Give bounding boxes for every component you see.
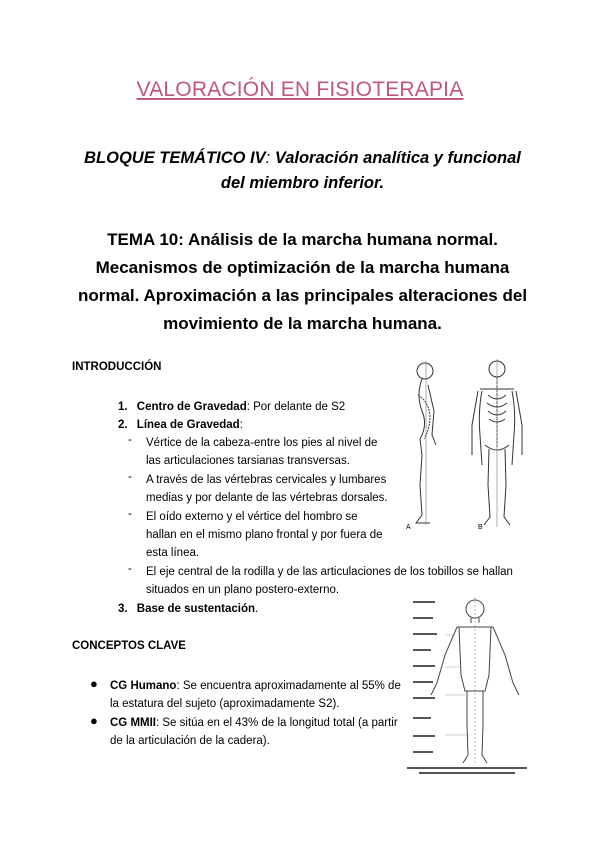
sub-item-line: hallan en el mismo plano frontal y por fuera de <box>146 529 383 541</box>
bloque-heading <box>80 146 525 196</box>
item-number: 2. <box>118 419 128 431</box>
bloque-colon: : <box>265 149 275 167</box>
list-item <box>118 398 345 416</box>
item-number: 1. <box>118 401 128 413</box>
dash-marker: - <box>128 563 132 575</box>
sub-item <box>146 471 388 507</box>
figure-label-b: B <box>478 524 483 531</box>
bullet-marker: ● <box>90 713 98 728</box>
sub-item-line: El oído externo y el vértice del hombro se <box>146 511 358 523</box>
list-item <box>118 416 243 434</box>
concept-label: CG Humano <box>110 680 177 692</box>
sub-item-line: Vértice de la cabeza-entre los pies al nivel de <box>146 437 378 449</box>
sub-item <box>146 563 596 599</box>
dash-marker: - <box>128 471 132 483</box>
item-label: Línea de Gravedad <box>136 419 240 431</box>
concept-text: de la articulación de la cadera). <box>110 735 270 747</box>
item-text: : <box>239 419 243 431</box>
bloque-prefix: BLOQUE TEMÁTICO IV <box>84 149 266 167</box>
sub-item <box>146 434 377 470</box>
gravity-line-skeleton-figure <box>400 355 540 535</box>
bloque-text-2: del miembro inferior. <box>220 174 385 192</box>
concept-item <box>110 714 398 750</box>
dash-marker: - <box>128 434 132 446</box>
item-number: 3. <box>118 603 128 615</box>
tema-line: normal. Aproximación a las principales alteraciones del <box>77 286 528 305</box>
item-label: Centro de Gravedad <box>136 401 247 413</box>
item-label: Base de sustentación <box>136 603 256 615</box>
concept-label: CG MMII <box>110 717 156 729</box>
conceptos-heading: CONCEPTOS CLAVE <box>72 640 186 652</box>
sub-item-line: esta línea. <box>146 547 200 559</box>
sub-item <box>146 508 383 562</box>
concept-text: la estatura del sujeto (aproximadamente S2). <box>110 698 340 710</box>
item-text: . <box>255 603 259 615</box>
list-item <box>118 600 258 618</box>
sub-item-line: las articulaciones tarsianas transversas. <box>146 455 350 467</box>
tema-line: Mecanismos de optimización de la marcha humana <box>95 258 510 277</box>
concept-text: : Se sitúa en el 43% de la longitud total (a partir <box>156 717 398 729</box>
body-segments-center-of-gravity-figure <box>405 595 530 775</box>
bullet-marker: ● <box>90 676 98 691</box>
sub-item-line: El eje central de la rodilla y de las articulaciones de los tobillos se hallan <box>146 566 513 578</box>
bloque-text: Valoración analítica y funcional <box>274 149 521 167</box>
item-text: : Por delante de S2 <box>246 401 346 413</box>
concept-item <box>110 677 401 713</box>
tema-line: movimiento de la marcha humana. <box>163 314 442 333</box>
concept-text: : Se encuentra aproximadamente al 55% de <box>176 680 401 692</box>
sub-item-line: A través de las vértebras cervicales y lumbares <box>146 474 387 486</box>
tema-heading <box>60 226 545 338</box>
tema-line: TEMA 10: Análisis de la marcha humana normal. <box>107 230 498 249</box>
sub-item-line: situados en un plano postero-externo. <box>146 584 340 596</box>
intro-heading: INTRODUCCIÓN <box>72 361 162 373</box>
dash-marker: - <box>128 508 132 520</box>
document-title: VALORACIÓN EN FISIOTERAPIA <box>136 78 464 101</box>
figure-label-a: A <box>406 524 411 531</box>
sub-item-line: medias y por delante de las vértebras dorsales. <box>146 492 388 504</box>
